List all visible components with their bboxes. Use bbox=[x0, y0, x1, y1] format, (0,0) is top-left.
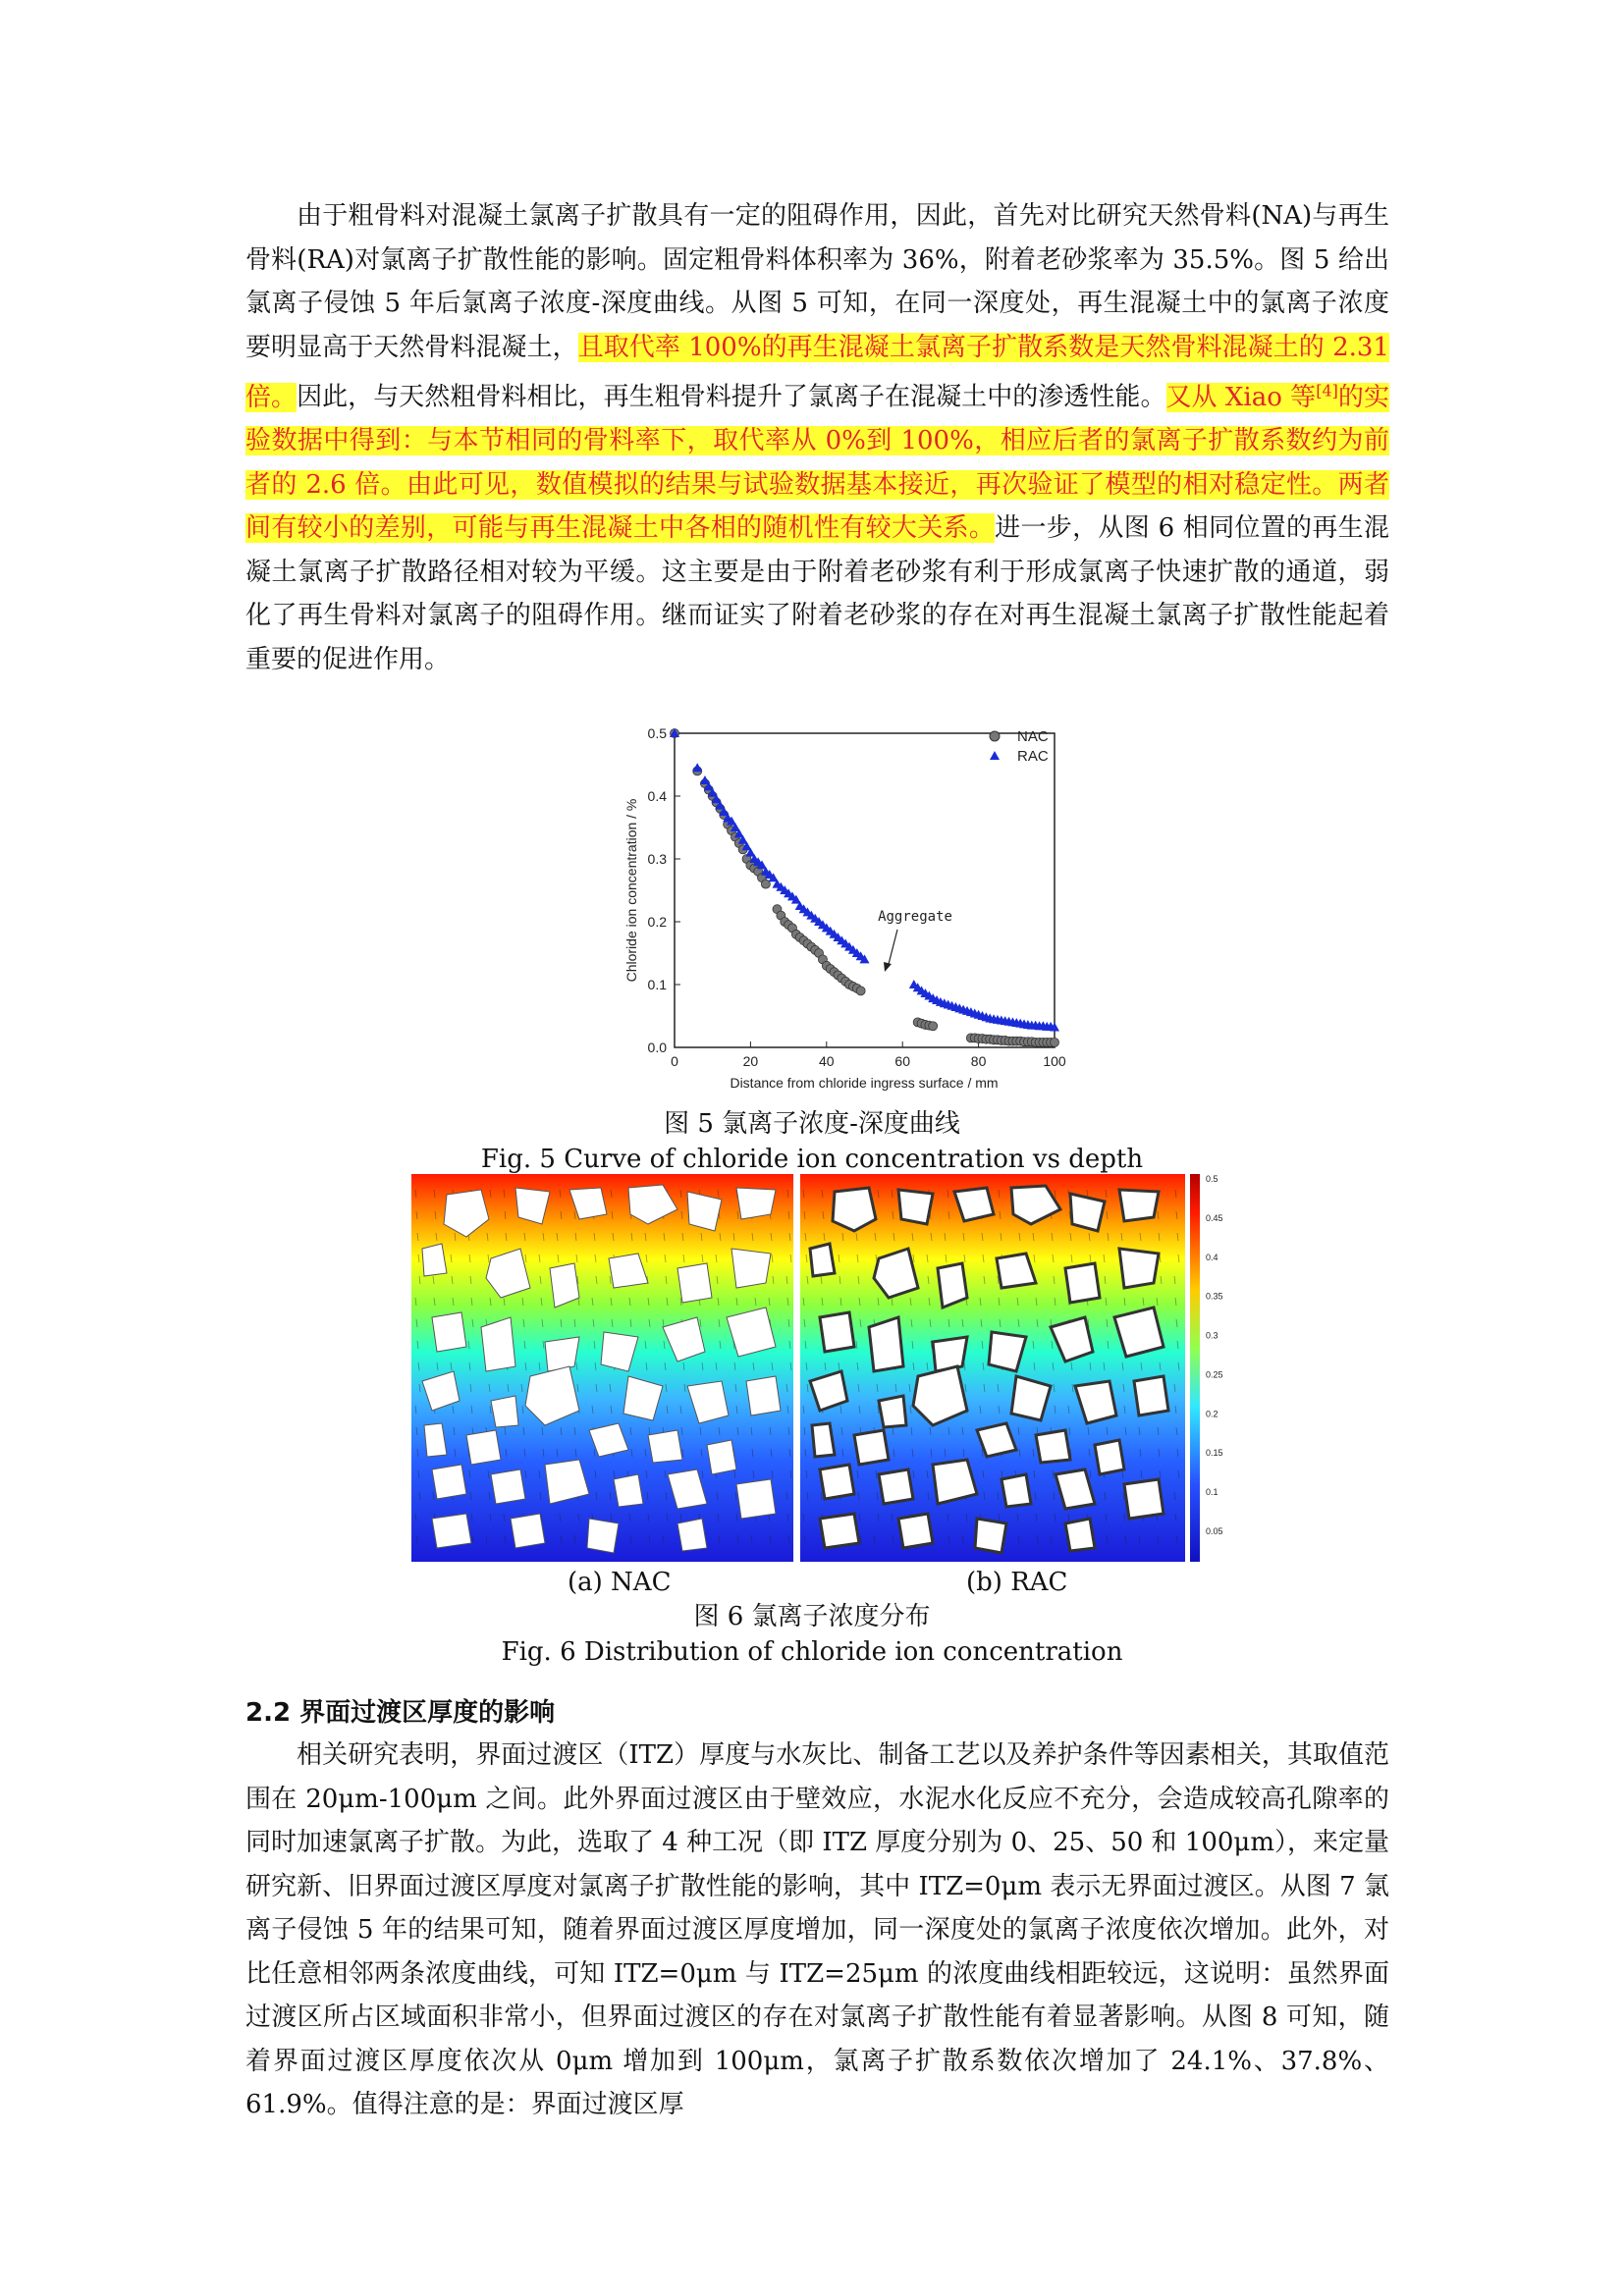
legend-label-rac: RAC bbox=[1017, 748, 1049, 765]
colorbar-tick-label: 0.1 bbox=[1206, 1487, 1218, 1498]
data-point-nac bbox=[929, 1022, 938, 1031]
data-point-nac bbox=[856, 987, 865, 995]
intro-paragraph bbox=[245, 194, 1389, 681]
y-tick-label: 0.5 bbox=[647, 725, 667, 741]
para1-highlight-2b: 的实验数据中得到：与本节相同的骨料率下，取代率从 0%到 100%，相应后者的氯离子扩散系数约为前者的 2.6 倍。由此可见，数值模拟的结果与试验数据基本接近，再次验证了模型的相对稳定性。两者间有较小的差别，可能与再生混凝土中各相的随机性有较大关系。 bbox=[245, 382, 1389, 544]
colorbar-tick-label: 0.05 bbox=[1206, 1526, 1223, 1536]
para1-highlight-2a-text: 又从 Xiao 等 bbox=[1165, 382, 1317, 412]
section-heading: 2.2 界面过渡区厚度的影响 bbox=[245, 1698, 556, 1728]
fig6-caption-cn: 图 6 氯离子浓度分布 bbox=[693, 1602, 931, 1631]
annotation-aggregate: Aggregate bbox=[878, 909, 952, 925]
panel-label-a: (a) NAC bbox=[568, 1568, 672, 1597]
data-point-nac bbox=[761, 880, 770, 888]
para1-text-1: 由于粗骨料对混凝土氯离子扩散具有一定的阻碍作用，因此，首先对比研究天然骨料(NA)与再生骨料(RA)对氯离子扩散性能的影响。固定粗骨料体积率为 36%，附着老砂浆率为 35.5%。图 5 给出氯离子侵蚀 5 年后氯离子浓度-深度曲线。从图 5 可知，在同一深度处，再生混凝土中的氯离子浓度要明显高于天然骨料混凝土， bbox=[245, 201, 1389, 362]
legend-marker-nac bbox=[990, 731, 1000, 741]
annotation-arrowhead bbox=[884, 962, 892, 972]
colorbar-tick-label: 0.3 bbox=[1206, 1330, 1218, 1341]
figure-6-contours bbox=[0, 1170, 1624, 1582]
y-tick-label: 0.4 bbox=[647, 788, 667, 804]
para1-text-3: 进一步，从图 6 相同位置的再生混凝土氯离子扩散路径相对较为平缓。这主要是由于附着老砂浆有利于形成氯离子快速扩散的通道，弱化了再生骨料对氯离子的阻碍作用。继而证实了附着老砂浆的存在对再生混凝土氯离子扩散性能起着重要的促进作用。 bbox=[245, 513, 1389, 674]
x-tick-label: 0 bbox=[671, 1053, 678, 1069]
colorbar-tick-label: 0.25 bbox=[1206, 1369, 1223, 1380]
plot-frame bbox=[675, 733, 1055, 1047]
panel-label-b: (b) RAC bbox=[966, 1568, 1068, 1597]
data-point-nac bbox=[1051, 1038, 1059, 1046]
figure-5-chart bbox=[0, 719, 1624, 1131]
x-axis-label: Distance from chloride ingress surface / mm bbox=[730, 1075, 999, 1091]
para1-highlight-1: 且取代率 100%的再生混凝土氯离子扩散系数是天然骨料混凝土的 2.31 倍。 bbox=[245, 332, 1389, 412]
x-tick-label: 100 bbox=[1043, 1053, 1066, 1069]
x-tick-label: 80 bbox=[970, 1053, 987, 1069]
colorbar-tick-label: 0.45 bbox=[1206, 1212, 1223, 1223]
section-body: 相关研究表明，界面过渡区（ITZ）厚度与水灰比、制备工艺以及养护条件等因素相关，其取值范围在 20μm-100μm 之间。此外界面过渡区由于壁效应，水泥水化反应不充分，会造成较高孔隙率的同时加速氯离子扩散。为此，选取了 4 种工况（即 ITZ 厚度分别为 0、25、50 和 100μm），来定量研究新、旧界面过渡区厚度对氯离子扩散性能的影响，其中 ITZ=0μm 表示无界面过渡区。从图 7 氯离子侵蚀 5 年的结果可知，随着界面过渡区厚度增加，同一深度处的氯离子浓度依次增加。此外，对比任意相邻两条浓度曲线，可知 ITZ=0μm 与 ITZ=25μm 的浓度曲线相距较远，这说明：虽然界面过渡区所占区域面积非常小，但界面过渡区的存在对氯离子扩散性能有着显著影响。从图 8 可知，随着界面过渡区厚度依次从 0μm 增加到 100μm，氯离子扩散系数依次增加了 24.1%、37.8%、61.9%。值得注意的是：界面过渡区厚 bbox=[245, 1740, 1389, 2119]
fig5-caption-en: Fig. 5 Curve of chloride ion concentration vs depth bbox=[480, 1145, 1144, 1174]
colorbar-tick-label: 0.4 bbox=[1206, 1252, 1218, 1262]
colorbar-tick-label: 0.35 bbox=[1206, 1291, 1223, 1302]
citation-ref: [4] bbox=[1316, 381, 1338, 400]
colorbar-tick-label: 0.5 bbox=[1206, 1174, 1218, 1184]
fig6-caption-en: Fig. 6 Distribution of chloride ion concentration bbox=[501, 1637, 1123, 1667]
colorbar bbox=[1190, 1174, 1200, 1562]
data-point-rac bbox=[692, 763, 702, 772]
fig5-caption-cn: 图 5 氯离子浓度-深度曲线 bbox=[664, 1109, 960, 1139]
annotation-arrow bbox=[888, 930, 897, 968]
colorbar-tick-label: 0.15 bbox=[1206, 1448, 1223, 1459]
legend-marker-rac bbox=[990, 751, 1000, 760]
y-tick-label: 0.1 bbox=[647, 977, 667, 992]
y-tick-label: 0.2 bbox=[647, 914, 667, 930]
y-tick-label: 0.3 bbox=[647, 851, 667, 867]
para1-text-2: 因此，与天然粗骨料相比，再生粗骨料提升了氯离子在混凝土中的渗透性能。 bbox=[297, 382, 1166, 412]
x-tick-label: 20 bbox=[742, 1053, 759, 1069]
y-tick-label: 0.0 bbox=[647, 1040, 667, 1055]
colorbar-tick-label: 0.2 bbox=[1206, 1409, 1218, 1419]
y-axis-label: Chloride ion concentration / % bbox=[623, 798, 639, 983]
x-tick-label: 40 bbox=[819, 1053, 835, 1069]
legend-label-nac: NAC bbox=[1017, 728, 1049, 745]
x-tick-label: 60 bbox=[894, 1053, 910, 1069]
